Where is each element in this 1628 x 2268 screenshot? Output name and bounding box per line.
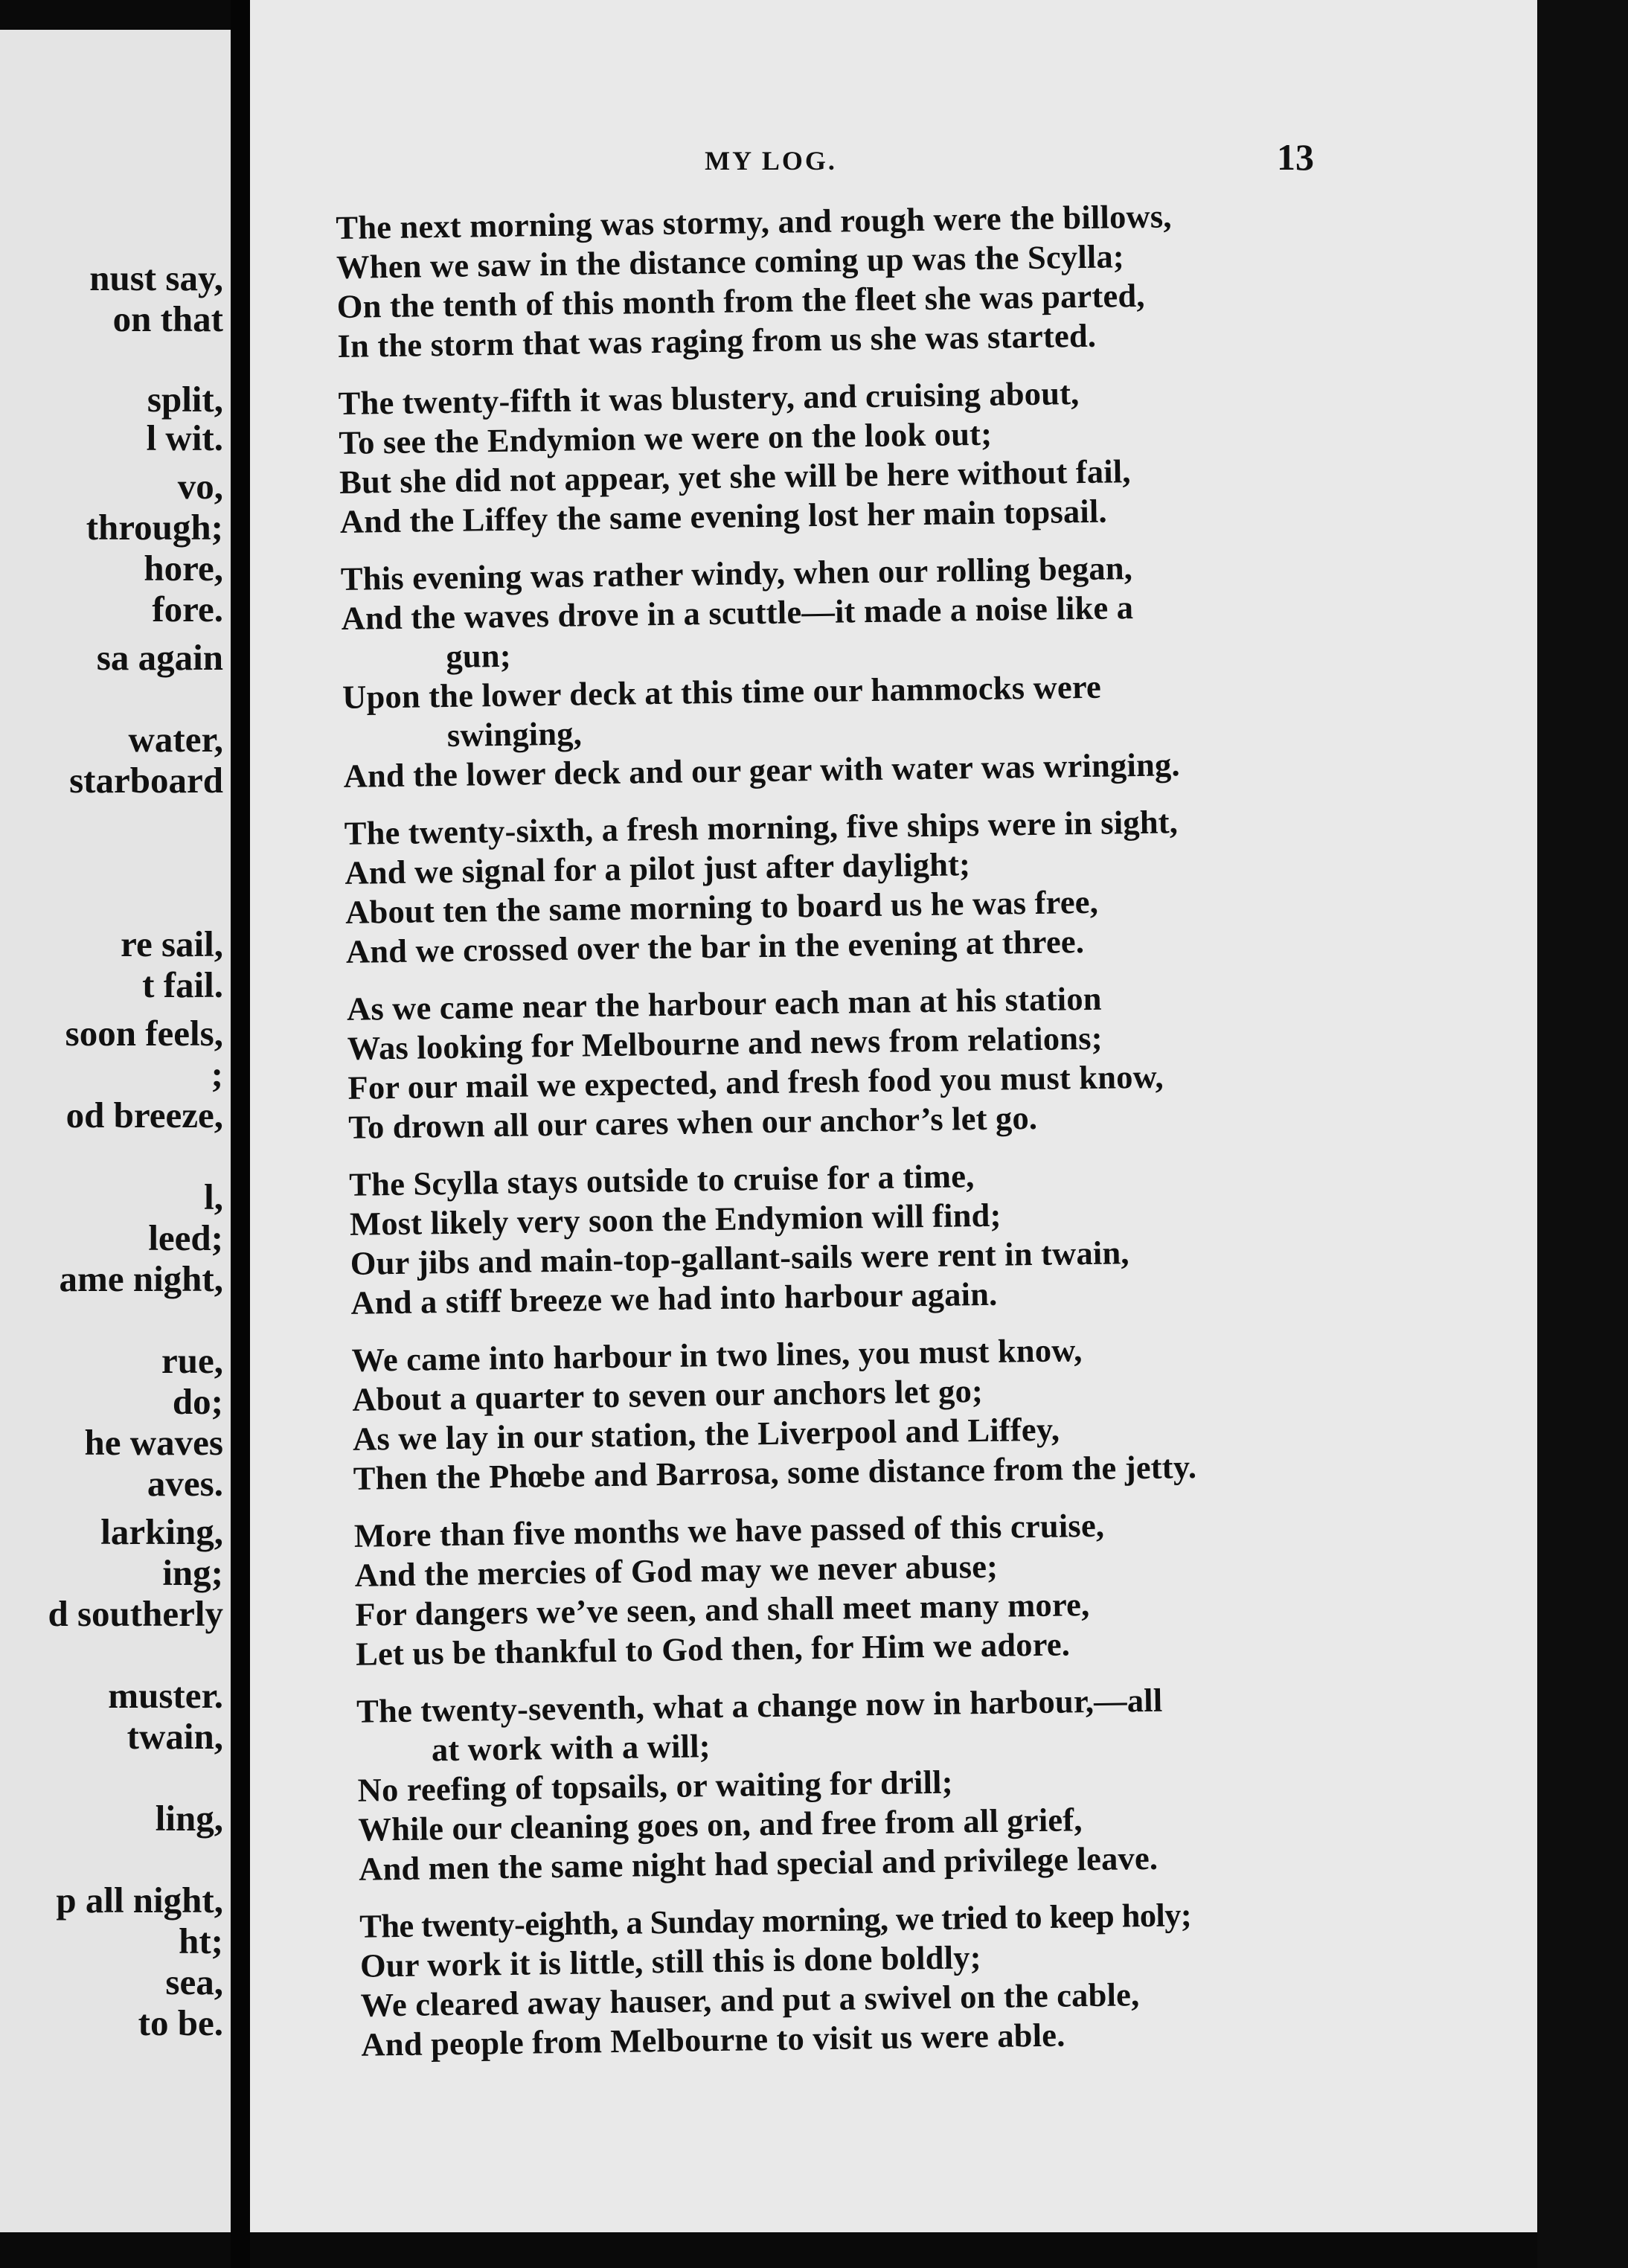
facing-page-fragment: od breeze, bbox=[65, 1095, 223, 1135]
verse-line: When we saw in the distance coming up was the Scylla; bbox=[336, 237, 1125, 286]
verse-line: The next morning was stormy, and rough were the billows, bbox=[336, 197, 1172, 246]
verse-line: Then the Phœbe and Barrosa, some distance from the jetty. bbox=[353, 1448, 1197, 1497]
stanza bbox=[336, 193, 1402, 366]
facing-page-fragment: ling, bbox=[155, 1798, 223, 1839]
verse-line: The twenty-fifth it was blustery, and cruising about, bbox=[338, 374, 1080, 422]
verse-line: And we signal for a pilot just after daylight; bbox=[344, 845, 971, 891]
facing-page-fragment: water, bbox=[128, 719, 223, 760]
poem bbox=[336, 193, 1426, 2083]
verse-line: The Scylla stays outside to cruise for a time, bbox=[348, 1157, 975, 1203]
stanza bbox=[351, 1326, 1417, 1499]
facing-page-fragment: on that bbox=[112, 298, 223, 339]
stanza bbox=[338, 369, 1404, 542]
verse-line: In the storm that was raging from us she was started. bbox=[337, 316, 1097, 365]
verse-line: And the mercies of God may we never abuse; bbox=[354, 1547, 999, 1594]
verse-line: But she did not appear, yet she will be here without fail, bbox=[339, 452, 1132, 501]
facing-page-fragment: he waves bbox=[84, 1422, 223, 1463]
stanza bbox=[347, 975, 1413, 1147]
verse-line: The twenty-eighth, a Sunday morning, we tried to keep holy; bbox=[359, 1896, 1192, 1945]
verse-line: Was looking for Melbourne and news from relations; bbox=[347, 1019, 1103, 1067]
verse-line: And the Liffey the same evening lost her main topsail. bbox=[339, 492, 1108, 540]
facing-page-fragment: ht; bbox=[179, 1921, 223, 1961]
page-edge-shadow bbox=[1537, 0, 1628, 2268]
facing-page-fragment: re sail, bbox=[121, 923, 223, 964]
facing-page-fragment: nust say, bbox=[89, 257, 223, 298]
verse-line: To drown all our cares when our anchor’s let go. bbox=[347, 1098, 1038, 1146]
facing-page-fragment: ing; bbox=[162, 1552, 223, 1593]
facing-page-fragment: twain, bbox=[126, 1716, 223, 1757]
verse-line: More than five months we have passed of this cruise, bbox=[353, 1506, 1105, 1554]
verse-line: Most likely very soon the Endymion will find; bbox=[349, 1196, 1002, 1243]
stanza bbox=[356, 1677, 1423, 1889]
verse-line: We cleared away hauser, and put a swivel on the cable, bbox=[360, 1976, 1140, 2024]
verse-line: Our jibs and main-top-gallant-sails were rent in twain, bbox=[350, 1234, 1129, 1282]
stanza bbox=[354, 1502, 1420, 1674]
facing-page-fragment: vo, bbox=[177, 466, 223, 507]
facing-page-fragment: hore, bbox=[144, 548, 223, 589]
facing-page-fragment: d southerly bbox=[48, 1593, 223, 1634]
page bbox=[250, 0, 1537, 2232]
verse-line: No reefing of topsails, or waiting for drill; bbox=[357, 1763, 954, 1809]
verse-line: And a stiff breeze we had into harbour again. bbox=[350, 1275, 998, 1322]
verse-line: And we crossed over the bar in the evening at three. bbox=[345, 923, 1085, 970]
verse-line: As we came near the harbour each man at his station bbox=[346, 979, 1102, 1028]
verse-line: And the lower deck and our gear with water was wringing. bbox=[343, 746, 1181, 795]
verse-line: On the tenth of this month from the fleet she was parted, bbox=[336, 276, 1146, 325]
verse-line-continuation: swinging, bbox=[446, 714, 583, 754]
verse-line: The twenty-seventh, what a change now in harbour,—all bbox=[356, 1681, 1163, 1730]
facing-page-fragment: fore. bbox=[152, 589, 223, 630]
facing-page-fragment: l, bbox=[204, 1176, 223, 1217]
facing-page-fragment: soon feels, bbox=[65, 1013, 223, 1054]
page-number: 13 bbox=[1277, 136, 1314, 178]
facing-page-fragment: muster. bbox=[108, 1675, 223, 1716]
verse-line: This evening was rather windy, when our rolling began, bbox=[340, 549, 1133, 598]
verse-line: We came into harbour in two lines, you must know, bbox=[351, 1331, 1083, 1379]
running-head: MY LOG. bbox=[705, 146, 837, 176]
stanza bbox=[344, 799, 1410, 972]
verse-line: The twenty-sixth, a fresh morning, five ships were in sight, bbox=[344, 803, 1179, 852]
facing-page-fragment: l wit. bbox=[146, 417, 223, 458]
verse-line: While our cleaning goes on, and free from all grief, bbox=[358, 1801, 1083, 1848]
facing-page-fragment: do; bbox=[172, 1381, 223, 1422]
verse-line: For our mail we expected, and fresh food you must know, bbox=[347, 1057, 1164, 1106]
verse-line: As we lay in our station, the Liverpool and Liffey, bbox=[352, 1410, 1060, 1458]
facing-page-fragment: split, bbox=[147, 379, 223, 420]
stanza bbox=[359, 1892, 1426, 2065]
stanza bbox=[341, 545, 1408, 796]
facing-page-fragment: ame night, bbox=[59, 1258, 223, 1299]
facing-page-fragment: p all night, bbox=[56, 1880, 223, 1921]
verse-line: For dangers we’ve seen, and shall meet many more, bbox=[355, 1586, 1090, 1633]
facing-page-fragment: sea, bbox=[165, 1961, 223, 2002]
facing-page-fragment: through; bbox=[86, 507, 223, 548]
verse-line-continuation: gun; bbox=[446, 636, 512, 675]
facing-page bbox=[0, 30, 231, 2232]
verse-line: About a quarter to seven our anchors let go; bbox=[352, 1372, 984, 1418]
book-gutter bbox=[231, 0, 250, 2268]
verse-line: And men the same night had special and privilege leave. bbox=[358, 1839, 1158, 1888]
verse-line: And the waves drove in a scuttle—it made a noise like a bbox=[341, 589, 1134, 637]
facing-page-fragment: ; bbox=[211, 1054, 223, 1095]
verse-line: To see the Endymion we were on the look out; bbox=[339, 414, 993, 461]
verse-line: Upon the lower deck at this time our hammocks were bbox=[342, 667, 1102, 716]
facing-page-fragment: aves. bbox=[147, 1463, 223, 1504]
facing-page-fragment: to be. bbox=[138, 2002, 223, 2043]
facing-page-fragment: leed; bbox=[148, 1217, 223, 1258]
facing-page-fragment: larking, bbox=[100, 1511, 223, 1552]
facing-page-fragment: rue, bbox=[161, 1340, 223, 1381]
facing-page-fragment: sa again bbox=[96, 637, 223, 678]
verse-line: Our work it is little, still this is done boldly; bbox=[359, 1938, 982, 1984]
verse-line-continuation: at work with a will; bbox=[431, 1727, 711, 1769]
verse-line: And people from Melbourne to visit us were able. bbox=[361, 2016, 1065, 2063]
verse-line: About ten the same morning to board us he was free, bbox=[344, 882, 1099, 931]
stanza bbox=[349, 1150, 1415, 1323]
facing-page-fragment: starboard bbox=[69, 760, 223, 801]
facing-page-fragment: t fail. bbox=[142, 964, 223, 1005]
verse-line: Let us be thankful to God then, for Him we adore. bbox=[355, 1625, 1071, 1673]
